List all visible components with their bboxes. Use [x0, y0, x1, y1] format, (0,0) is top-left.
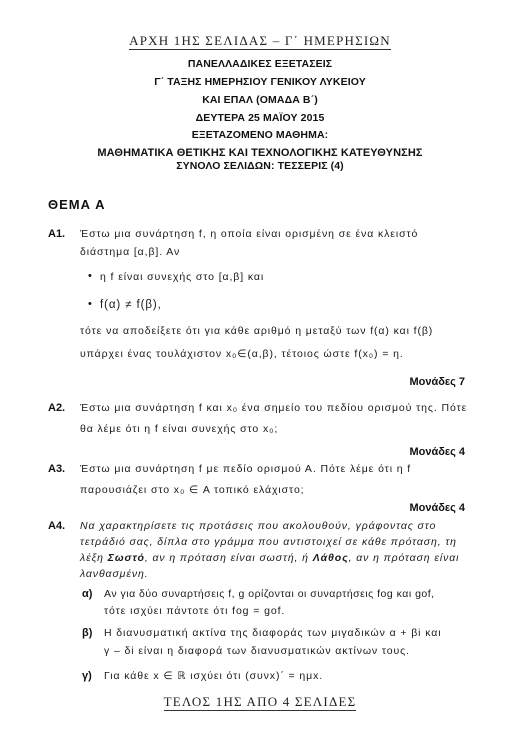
statement-a-line-1: Αν για δύο συναρτήσεις f, g ορίζονται οι συναρτήσεις fog και gof, [104, 588, 435, 600]
question-a1-condition-2: f(α) ≠ f(β), [100, 299, 162, 311]
question-a3-marks: Μονάδες 4 [409, 502, 465, 514]
exam-date: ΔΕΥΤΕΡΑ 25 ΜΑΪΟΥ 2015 [195, 112, 325, 124]
question-a1-line-1: Έστω μια συνάρτηση f, η οποία είναι ορισμένη σε ένα κλειστό [80, 228, 419, 240]
page-count: ΣΥΝΟΛΟ ΣΕΛΙΔΩΝ: ΤΕΣΣΕΡΙΣ (4) [176, 160, 344, 172]
question-a4-line-3: λέξη Σωστό, αν η πρόταση είναι σωστή, ή Λάθος, αν η πρόταση είναι [80, 552, 460, 564]
question-a1-line-2: διάστημα [α,β]. Αν [80, 246, 181, 258]
statement-c-label: γ) [82, 670, 92, 682]
question-a2-number: Α2. [48, 402, 66, 414]
question-a3-line-2: παρουσιάζει στο x₀ ∈ Α τοπικό ελάχιστο; [80, 484, 305, 496]
statement-c-line-1: Για κάθε x ∈ ℝ ισχύει ότι (συνx)΄ = ημx. [104, 670, 324, 682]
question-a1-condition-1: η f είναι συνεχής στο [α,β] και [100, 271, 265, 283]
question-a2-marks: Μονάδες 4 [409, 446, 465, 458]
question-a4-line-2: τετράδιό σας, δίπλα στο γράμμα που αντιστοιχεί σε κάθε πρόταση, τη [80, 536, 457, 548]
exam-header-line-3: ΚΑΙ ΕΠΑΛ (ΟΜΑΔΑ Β΄) [202, 94, 318, 106]
exam-header-line-2: Γ΄ ΤΑΞΗΣ ΗΜΕΡΗΣΙΟΥ ΓΕΝΙΚΟΥ ΛΥΚΕΙΟΥ [154, 76, 366, 88]
question-a4-number: Α4. [48, 520, 66, 532]
question-a4-line-1: Να χαρακτηρίσετε τις προτάσεις που ακολουθούν, γράφοντας στο [80, 520, 437, 532]
statement-a-line-2: τότε ισχύει πάντοτε ότι fog = gof. [104, 605, 286, 617]
bullet-icon: • [88, 270, 92, 282]
bottom-banner-text: ΤΕΛΟΣ 1ΗΣ ΑΠΟ 4 ΣΕΛΙΔΕΣ [163, 694, 357, 709]
question-a2-line-2: θα λέμε ότι η f είναι συνεχής στο x₀; [80, 423, 279, 435]
question-a1-marks: Μονάδες 7 [409, 376, 465, 388]
question-a1-line-4: υπάρχει ένας τουλάχιστον x₀∈(α,β), τέτοιος ώστε f(x₀) = η. [80, 348, 404, 360]
statement-b-line-2: γ – δi είναι η διαφορά των διανυσματικών ακτίνων τους. [104, 645, 410, 657]
question-a2-line-1: Έστω μια συνάρτηση f και x₀ ένα σημείο του πεδίου ορισμού της. Πότε [80, 402, 468, 414]
statement-b-label: β) [82, 627, 93, 639]
question-a1-number: Α1. [48, 228, 66, 240]
question-a3-number: Α3. [48, 463, 66, 475]
question-a4-line-4: λανθασμένη. [80, 568, 149, 580]
question-a1-line-3: τότε να αποδείξετε ότι για κάθε αριθμό η μεταξύ των f(α) και f(β) [80, 325, 434, 337]
question-a3-line-1: Έστω μια συνάρτηση f με πεδίο ορισμού Α. Πότε λέμε ότι η f [80, 463, 412, 475]
exam-subject-label: ΕΞΕΤΑΖΟΜΕΝΟ ΜΑΘΗΜΑ: [191, 129, 329, 141]
exam-header-line-1: ΠΑΝΕΛΛΑΔΙΚΕΣ ΕΞΕΤΑΣΕΙΣ [187, 58, 333, 70]
statement-a-label: α) [82, 588, 93, 600]
page-bottom-banner [0, 694, 520, 710]
page-top-banner [0, 33, 520, 49]
top-banner-text: ΑΡΧΗ 1ΗΣ ΣΕΛΙΔΑΣ – Γ΄ ΗΜΕΡΗΣΙΩΝ [129, 33, 391, 48]
theme-a-title: ΘΕΜΑ Α [48, 197, 106, 212]
bullet-icon: • [88, 298, 92, 310]
statement-b-line-1: Η διανυσματική ακτίνα της διαφοράς των μιγαδικών α + βi και [104, 627, 442, 639]
exam-subject: ΜΑΘΗΜΑΤΙΚΑ ΘΕΤΙΚΗΣ ΚΑΙ ΤΕΧΝΟΛΟΓΙΚΗΣ ΚΑΤΕΥΘΥΝΣΗΣ [97, 147, 423, 159]
